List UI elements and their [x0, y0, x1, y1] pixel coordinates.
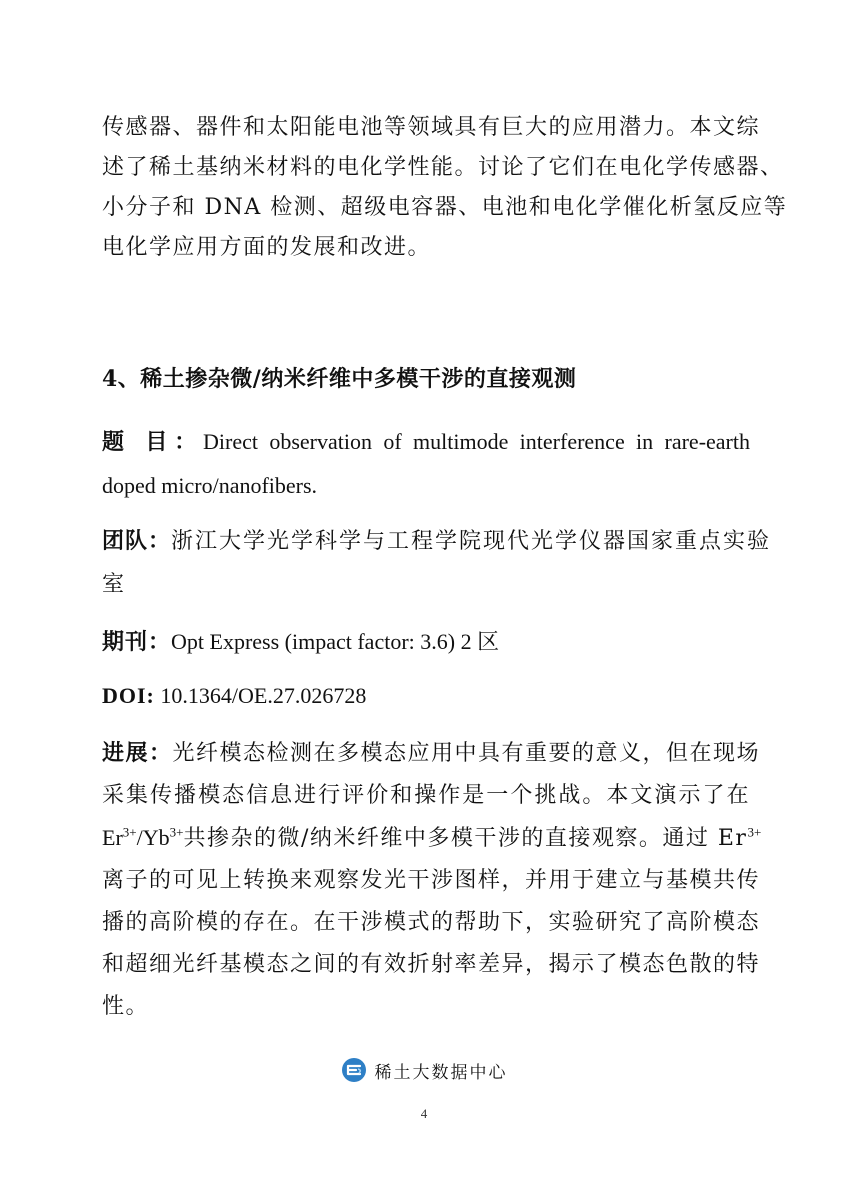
progress-line-3: $Er^{3+}/Yb^{3+}$共掺杂的微/纳米纤维中多模干涉的直接观察。通过 $Er^{3+}$: [102, 824, 762, 851]
progress-line-4: 离子的可见上转换来观察发光干涉图样，并用于建立与基模共传: [102, 868, 761, 893]
progress-line-5: 播的高阶模的存在。在干涉模式的帮助下，实验研究了高阶模态: [102, 910, 761, 935]
team-field: [102, 520, 772, 606]
footer-brand-text: 稀土大数据中心: [374, 1062, 508, 1083]
section-heading: 4、稀土掺杂微/纳米纤维中多模干涉的直接观测: [102, 366, 577, 392]
progress-line-7: 性。: [102, 994, 150, 1019]
rare-earth-data-center-logo-icon: [341, 1057, 367, 1083]
progress-label: 进展：: [102, 740, 173, 766]
journal-field: [102, 620, 750, 664]
intro-line-2: 述了稀土基纳米材料的电化学性能。讨论了它们在电化学传感器、: [102, 155, 784, 180]
team-label: 团队：: [102, 528, 172, 554]
intro-line-4: 电化学应用方面的发展和改进。: [102, 235, 432, 260]
team-value-line-1: 浙江大学光学科学与工程学院现代光学仪器国家重点实验: [171, 529, 772, 554]
footer-brand: [0, 1057, 848, 1083]
team-value-line-2: 室: [102, 572, 125, 597]
progress-line-1: 进展：光纤模态检测在多模态应用中具有重要的意义，但在现场: [102, 740, 761, 766]
page-number: 4: [420, 1106, 428, 1121]
journal-label: 期刊：: [102, 629, 172, 655]
doi-field: [102, 674, 750, 718]
title-value-line-1: Direct observation of multimode interference in rare-earth: [203, 429, 750, 454]
journal-value: Opt Express (impact factor: 3.6) 2 区: [171, 629, 500, 654]
progress-line-2: 采集传播模态信息进行评价和操作是一个挑战。本文演示了在: [102, 783, 750, 808]
intro-paragraph: [102, 108, 788, 268]
title-label: 题 目：: [102, 429, 204, 455]
progress-line-6: 和超细光纤基模态之间的有效折射率差异，揭示了模态色散的特: [102, 952, 761, 977]
doi-value: 10.1364/OE.27.026728: [154, 683, 367, 708]
title-field: [102, 420, 750, 507]
progress-paragraph: [102, 732, 762, 1028]
title-value-line-2: doped micro/nanofibers.: [102, 473, 318, 498]
intro-line-3: 小分子和 DNA 检测、超级电容器、电池和电化学催化析氢反应等: [102, 195, 788, 220]
intro-line-1: 传感器、器件和太阳能电池等领域具有巨大的应用潜力。本文综: [102, 115, 761, 140]
doi-label: DOI:: [102, 683, 155, 708]
